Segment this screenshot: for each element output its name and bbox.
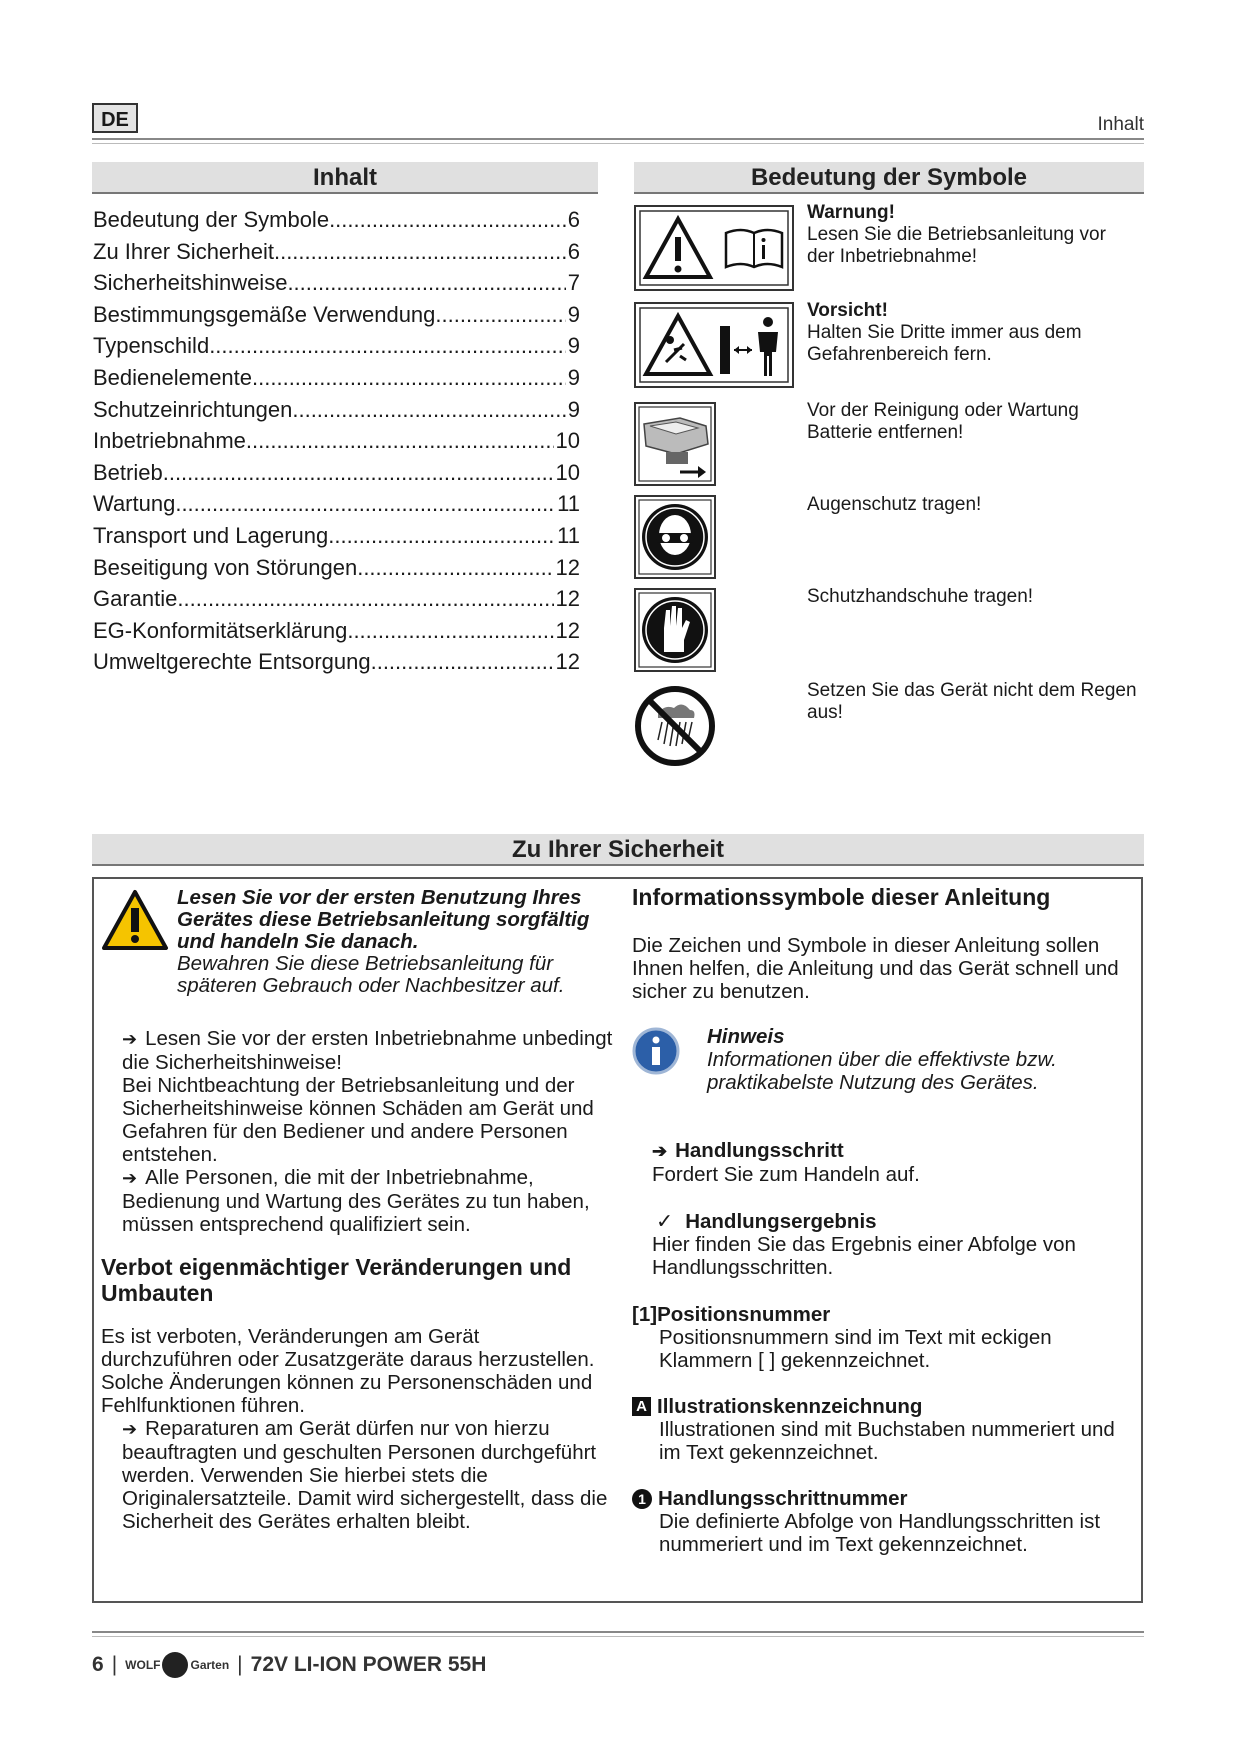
position-marker: [1] bbox=[632, 1303, 658, 1326]
toc-leader-dots bbox=[177, 583, 553, 615]
toc-entry-page: 12 bbox=[555, 586, 580, 612]
no-rain-icon bbox=[634, 684, 716, 768]
toc-entry-page: 9 bbox=[567, 301, 580, 327]
toc-leader-dots bbox=[347, 615, 553, 647]
page-number: 6 bbox=[92, 1653, 104, 1676]
hinweis-block bbox=[707, 1025, 1137, 1094]
toc-entry-label: Bedeutung der Symbole bbox=[93, 207, 330, 232]
toc-leader-dots bbox=[274, 236, 566, 268]
toc-leader-dots bbox=[175, 488, 555, 520]
safety-title: Zu Ihrer Sicherheit bbox=[92, 834, 1144, 866]
ergebnis-title: Handlungsergebnis bbox=[685, 1210, 877, 1233]
symbols-title: Bedeutung der Symbole bbox=[634, 162, 1144, 194]
illustration-title: Illustrationskennzeichnung bbox=[657, 1395, 923, 1418]
info-symbols-title: Informationssymbole dieser Anleitung bbox=[632, 884, 1051, 910]
toc-entry[interactable] bbox=[93, 457, 580, 489]
ergebnis-block bbox=[652, 1210, 1132, 1279]
toc-entry-page: 11 bbox=[557, 522, 580, 548]
brand-logo: WOLF Garten bbox=[125, 1652, 229, 1678]
toc-entry[interactable] bbox=[93, 646, 580, 678]
toc-entry-page: 6 bbox=[567, 238, 580, 264]
toc-leader-dots bbox=[246, 425, 554, 457]
step-3: ➔ Reparaturen am Gerät dürfen nur von hierzu beauftragten und geschulten Personen durchgeführt werden. Verwenden Sie hierbei stets die Originalersatzteile. Damit wird sichergestellt, dass die Sicherheit des Gerätes erhalten bleibt. bbox=[122, 1417, 608, 1533]
hinweis-text: Informationen über die effektivste bzw. praktikabelste Nutzung des Gerätes. bbox=[707, 1048, 1057, 1094]
running-header: Inhalt bbox=[1097, 114, 1144, 135]
model-name: 72V LI-ION POWER 55H bbox=[250, 1653, 487, 1676]
arrow-right-icon: ➔ bbox=[122, 1168, 138, 1188]
wolf-logo-icon bbox=[162, 1652, 188, 1678]
toc-entry[interactable] bbox=[93, 394, 580, 426]
toc-entry[interactable] bbox=[93, 204, 580, 236]
toc-entry-page: 9 bbox=[567, 333, 580, 359]
toc-entry-page: 11 bbox=[557, 491, 580, 517]
toc-entry[interactable] bbox=[93, 615, 580, 647]
step-number-block bbox=[632, 1487, 1142, 1556]
toc-title: Inhalt bbox=[92, 162, 598, 194]
position-text: Positionsnummern sind im Text mit eckigen Klammern [ ] gekennzeichnet. bbox=[659, 1326, 1052, 1372]
toc-entry-page: 12 bbox=[555, 617, 580, 643]
symbol-text-eyes: Augenschutz tragen! bbox=[807, 494, 982, 515]
keep-distance-icon bbox=[634, 302, 794, 388]
eye-protection-icon bbox=[634, 495, 716, 579]
toc-entry[interactable] bbox=[93, 520, 580, 552]
step-1-text: Bei Nichtbeachtung der Betriebsanleitung und der Sicherheitshinweise können Schäden am Gerät und Gefahren für den Bediener und andere Personen entstehen. bbox=[122, 1074, 594, 1166]
arrow-right-icon: ➔ bbox=[652, 1141, 668, 1161]
toc-entry-page: 9 bbox=[567, 396, 580, 422]
toc-entry-label: Bestimmungsgemäße Verwendung bbox=[93, 301, 436, 327]
toc-leader-dots bbox=[328, 520, 555, 552]
position-title: Positionsnummer bbox=[657, 1303, 831, 1326]
toc-leader-dots bbox=[292, 394, 565, 426]
toc-entry[interactable] bbox=[93, 236, 580, 268]
footer: 6 | WOLF Garten | 72V LI-ION POWER 55H bbox=[92, 1653, 487, 1676]
toc-entry[interactable] bbox=[93, 583, 580, 615]
illustration-text: Illustrationen sind mit Buchstaben nummeriert und im Text gekennzeichnet. bbox=[659, 1418, 1115, 1464]
toc-entry-label: Typenschild bbox=[93, 333, 210, 359]
toc-entry-label: Transport und Lagerung bbox=[93, 522, 329, 548]
toc-entry-label: Wartung bbox=[93, 491, 176, 517]
safety-intro bbox=[177, 887, 617, 997]
toc-entry[interactable] bbox=[93, 425, 580, 457]
info-icon bbox=[632, 1025, 680, 1077]
toc-entry-label: Sicherheitshinweise bbox=[93, 270, 288, 296]
toc-leader-dots bbox=[329, 204, 566, 236]
arrow-right-icon: ➔ bbox=[122, 1029, 138, 1049]
arrow-right-icon: ➔ bbox=[122, 1419, 138, 1439]
handlung-title: Handlungsschritt bbox=[675, 1139, 844, 1162]
toc-entry[interactable] bbox=[93, 552, 580, 584]
toc-entry[interactable] bbox=[93, 488, 580, 520]
toc-entry-label: Zu Ihrer Sicherheit bbox=[93, 238, 274, 264]
step-1: ➔ Lesen Sie vor der ersten Inbetriebnahme unbedingt die Sicherheitshinweise! bbox=[122, 1027, 613, 1074]
toc-entry-label: Betrieb bbox=[93, 459, 163, 485]
illustration-block bbox=[632, 1395, 1142, 1464]
toc-entry[interactable] bbox=[93, 362, 580, 394]
toc-leader-dots bbox=[357, 552, 553, 584]
safety-steps bbox=[122, 1027, 622, 1236]
header-divider bbox=[92, 138, 1144, 144]
toc-leader-dots bbox=[163, 457, 554, 489]
warning-manual-icon bbox=[634, 205, 794, 291]
symbol-text-caution: Vorsicht! Halten Sie Dritte immer aus dem Gefahrenbereich fern. bbox=[807, 300, 1137, 366]
symbol-heading-caution: Vorsicht! bbox=[807, 300, 888, 321]
intro-bold: Lesen Sie vor der ersten Benutzung Ihres Gerätes diese Betriebsanleitung sorgfältig und handeln Sie danach. bbox=[177, 886, 590, 953]
toc-entry-label: Schutzeinrichtungen bbox=[93, 396, 293, 422]
toc-entry-page: 6 bbox=[567, 207, 580, 232]
toc-leader-dots bbox=[371, 646, 554, 678]
gloves-icon bbox=[634, 588, 716, 672]
ergebnis-text: Hier finden Sie das Ergebnis einer Abfolge von Handlungsschritten. bbox=[652, 1233, 1076, 1279]
handlung-block bbox=[652, 1139, 1132, 1186]
toc-entry-label: EG-Konformitätserklärung bbox=[93, 617, 348, 643]
toc-leader-dots bbox=[435, 299, 565, 331]
verbot-text: Es ist verboten, Veränderungen am Gerät durchzuführen oder Zusatzgeräte daraus herzustellen. Solche Änderungen können zu Personenschäden und Fehlfunktionen führen. bbox=[101, 1325, 595, 1417]
toc-entry-label: Bedienelemente bbox=[93, 364, 253, 390]
toc-entry[interactable] bbox=[93, 299, 580, 331]
toc-leader-dots bbox=[252, 362, 566, 394]
toc-leader-dots bbox=[209, 330, 566, 362]
toc-entry[interactable] bbox=[93, 267, 580, 299]
toc-entry-page: 7 bbox=[567, 270, 580, 296]
toc-entry-page: 12 bbox=[555, 554, 580, 580]
toc-entry-label: Garantie bbox=[93, 586, 178, 612]
footer-divider bbox=[92, 1631, 1144, 1637]
toc-entry-page: 12 bbox=[555, 649, 580, 675]
symbol-text-gloves: Schutzhandschuhe tragen! bbox=[807, 586, 1034, 607]
toc-entry-page: 9 bbox=[567, 364, 580, 390]
warning-triangle-icon bbox=[100, 888, 170, 952]
checkmark-icon: ✓ bbox=[656, 1210, 674, 1233]
step-number-title: Handlungsschrittnummer bbox=[658, 1487, 908, 1510]
symbol-heading-warning: Warnung! bbox=[807, 202, 895, 223]
toc-entry-label: Beseitigung von Störungen bbox=[93, 554, 358, 580]
symbol-text-battery: Vor der Reinigung oder Wartung Batterie entfernen! bbox=[807, 400, 1079, 443]
toc-entry-label: Inbetriebnahme bbox=[93, 428, 246, 454]
toc-leader-dots bbox=[287, 267, 565, 299]
info-symbols-text: Die Zeichen und Symbole in dieser Anleitung sollen Ihnen helfen, die Anleitung und das Gerät schnell und sicher zu benutzen. bbox=[632, 934, 1119, 1003]
toc-entry[interactable] bbox=[93, 330, 580, 362]
table-of-contents bbox=[93, 204, 580, 678]
step-number-text: Die definierte Abfolge von Handlungsschritten ist nummeriert und im Text gekennzeichnet. bbox=[659, 1510, 1101, 1556]
illustration-marker: A bbox=[632, 1397, 651, 1416]
symbol-text-rain: Setzen Sie das Gerät nicht dem Regen aus! bbox=[807, 680, 1137, 723]
symbol-text-warning: Warnung! Lesen Sie die Betriebsanleitung vor der Inbetriebnahme! bbox=[807, 202, 1137, 268]
position-block bbox=[632, 1303, 1142, 1372]
hinweis-title: Hinweis bbox=[707, 1025, 785, 1048]
remove-battery-icon bbox=[634, 402, 716, 486]
toc-entry-page: 10 bbox=[555, 459, 580, 485]
intro-text: Bewahren Sie diese Betriebsanleitung für späteren Gebrauch oder Nachbesitzer auf. bbox=[177, 952, 565, 997]
toc-entry-page: 10 bbox=[555, 428, 580, 454]
verbot-title: Verbot eigenmächtiger Veränderungen und Umbauten bbox=[101, 1254, 572, 1306]
toc-entry-label: Umweltgerechte Entsorgung bbox=[93, 649, 371, 675]
step-2: ➔ Alle Personen, die mit der Inbetriebnahme, Bedienung und Wartung des Gerätes zu tun haben, müssen entsprechend qualifiziert sein. bbox=[122, 1166, 590, 1236]
step-number-marker: 1 bbox=[632, 1489, 652, 1509]
language-badge: DE bbox=[92, 103, 138, 133]
handlung-text: Fordert Sie zum Handeln auf. bbox=[652, 1163, 920, 1186]
